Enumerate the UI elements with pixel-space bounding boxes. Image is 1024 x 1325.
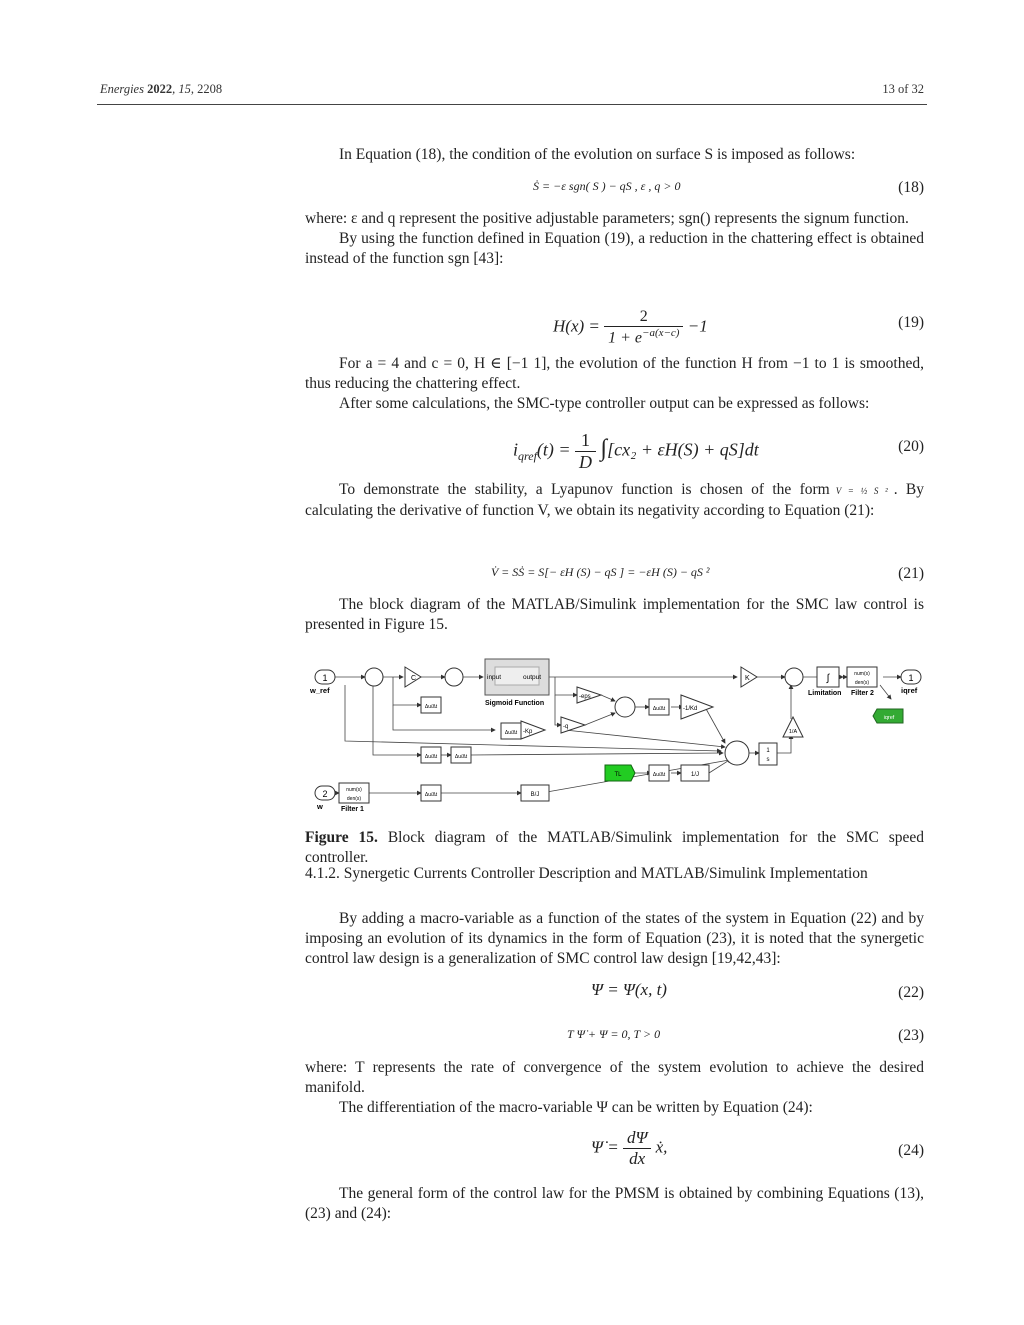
equation-22 — [305, 980, 924, 1002]
paragraph-2 — [305, 209, 924, 269]
gain-bj-label: B/J — [530, 792, 540, 798]
equation-22-body: Ψ = Ψ(x, t) — [591, 980, 667, 999]
equation-23-number: (23) — [898, 1027, 924, 1044]
limitation-symbol: ∫ — [826, 673, 830, 684]
equation-19-numerator: 2 — [604, 308, 683, 327]
sigmoid-output-label: output — [523, 674, 542, 681]
sum-block-3 — [615, 697, 635, 717]
sum-block-1 — [365, 668, 383, 686]
outport-1-label: iqref — [901, 686, 918, 695]
equation-19 — [305, 298, 924, 346]
section-heading — [305, 864, 924, 884]
equation-21 — [305, 563, 924, 583]
equation-20-integrand: [cx₂ + εH(S) + qS]dt — [607, 439, 759, 460]
equation-23 — [305, 1026, 924, 1046]
text-p3a: For a = 4 and c = 0, H ∈ [−1 1], the evolution of the function H from −1 to 1 is smoothed, thus reducing the chattering effect. — [305, 355, 924, 392]
inport-1-label: w_ref — [310, 686, 330, 695]
inport-2-label: w — [317, 802, 323, 811]
paragraph-7 — [305, 1058, 924, 1118]
derivative-block-2: Δu/Δt — [652, 706, 666, 712]
journal-year: 2022 — [147, 82, 173, 96]
equation-18-number: (18) — [898, 179, 924, 196]
text-p2a: where: ε and q represent the positive adjustable parameters; sgn() represents the signum function. — [305, 210, 909, 227]
integrator-den: s — [766, 757, 770, 763]
gain-c-label: C — [411, 675, 417, 682]
inport-2-number: 2 — [322, 789, 328, 799]
equation-24-numerator: dΨ — [623, 1128, 651, 1149]
text-p8: The general form of the control law for the PMSM is obtained by combining Equations (13), (23) and (24): — [305, 1185, 924, 1222]
equation-20 — [305, 424, 924, 472]
equation-24-number: (24) — [898, 1142, 924, 1159]
section-title: 4.1.2. Synergetic Currents Controller Description and MATLAB/Simulink Implementation — [305, 865, 868, 882]
derivative-block-1: Δu/Δt — [424, 704, 438, 710]
paragraph-5 — [305, 595, 924, 635]
sum-block-2 — [445, 668, 463, 686]
equation-20-i: i — [513, 439, 519, 460]
integrator-num: 1 — [766, 748, 770, 754]
equation-20-integral: ∫ — [600, 435, 608, 462]
tl-from-tag: TL — [614, 772, 622, 778]
text-p4-end: . By calculating the derivative of function V, we obtain its negativity according to Equation (21): — [305, 481, 925, 519]
equation-18 — [305, 177, 924, 197]
sum-block-5 — [725, 741, 749, 765]
outport-1-number: 1 — [908, 673, 914, 683]
text-p4-start: To demonstrate the stability, a Lyapunov function is chosen of the form — [339, 481, 830, 498]
derivative-block-4: Δu/Δt — [424, 754, 438, 760]
equation-21-body: V̇ = SṠ = S[− εH (S) − qS ] = −εH (S) − qS ² — [491, 565, 710, 579]
equation-19-number: (19) — [898, 314, 924, 331]
running-header: Energies 2022, 15, 2208 — [100, 82, 223, 96]
filter-1-label: Filter 1 — [341, 806, 364, 813]
equation-20-numerator: 1 — [575, 430, 596, 452]
derivative-block-5: Δu/Δt — [454, 754, 468, 760]
filter-2-den: den(s) — [854, 680, 870, 686]
equation-23-body: T Ψ̇ + Ψ = 0, T > 0 — [567, 1027, 661, 1041]
iqref-goto-tag: iqref — [883, 715, 895, 721]
filter-1-num: num(s) — [346, 787, 362, 793]
figure-caption-text: Block diagram of the MATLAB/Simulink implementation for the SMC speed controller. — [305, 829, 924, 866]
derivative-block-6: Δu/Δt — [652, 772, 666, 778]
gain-k-label: K — [745, 675, 750, 682]
filter-2-label: Filter 2 — [851, 690, 874, 697]
equation-19-exponent: −a(x−c) — [642, 327, 680, 339]
equation-24-denominator: dx — [629, 1149, 646, 1168]
article-number: , 2208 — [190, 82, 223, 96]
figure-caption-label: Figure 15. — [305, 829, 378, 846]
filter-1-den: den(s) — [346, 796, 362, 802]
text-p1: In Equation (18), the condition of the evolution on surface S is imposed as follows: — [339, 146, 856, 163]
text-p5: The block diagram of the MATLAB/Simulink implementation for the SMC law control is presented in Figure 15. — [305, 596, 924, 633]
equation-20-subscript: qref — [518, 449, 537, 464]
journal-name: Energies — [100, 82, 144, 96]
journal-volume: 15 — [178, 82, 191, 96]
gain-q-label: -q — [563, 724, 569, 730]
limitation-label: Limitation — [808, 690, 842, 697]
inport-1-number: 1 — [322, 673, 328, 683]
equation-18-body: Ṡ = −ε sgn( S ) − qS , ε , q > 0 — [533, 179, 681, 193]
lyapunov-inline: V = ½ S ² — [835, 486, 888, 496]
equation-24-fraction — [623, 1128, 651, 1169]
paragraph-1 — [305, 145, 924, 165]
figure-caption — [305, 828, 924, 868]
paragraph-8 — [305, 1184, 924, 1224]
equation-22-number: (22) — [898, 984, 924, 1001]
header-rule — [97, 104, 927, 105]
gain-kd-label: -1/Kd — [683, 706, 698, 712]
equation-20-fraction — [575, 430, 596, 473]
derivative-block-7: Δu/Δt — [424, 792, 438, 798]
derivative-block-3: Δu/Δt — [504, 730, 518, 736]
gain-eps-label: -eps — [579, 694, 591, 700]
text-p7a: where: T represents the rate of convergence of the system evolution to achieve the desired manifold. — [305, 1059, 924, 1096]
paragraph-3 — [305, 354, 924, 414]
equation-19-rhs: −1 — [687, 316, 708, 336]
equation-19-lhs: H(x) = — [553, 316, 600, 336]
text-p2b: By using the function defined in Equation (19), a reduction in the chattering effect is obtained instead of the function sgn [43]: — [305, 230, 924, 267]
simulink-block-diagram — [305, 655, 924, 815]
filter-2-num: num(s) — [854, 671, 870, 677]
sigmoid-function-label: Sigmoid Function — [485, 700, 545, 707]
text-p7b: The differentiation of the macro-variable Ψ can be written by Equation (24): — [339, 1099, 813, 1116]
equation-24 — [305, 1126, 924, 1178]
gain-j-label: 1/J — [690, 772, 700, 778]
paragraph-6 — [305, 909, 924, 969]
sum-block-4 — [785, 668, 803, 686]
text-p3b: After some calculations, the SMC-type controller output can be expressed as follows: — [339, 395, 870, 412]
sigmoid-input-label: input — [487, 674, 502, 681]
equation-19-denominator: 1 + e — [608, 329, 643, 347]
text-p4 — [305, 480, 924, 521]
equation-20-mid: (t) = — [536, 439, 571, 460]
paragraph-4 — [305, 480, 924, 521]
equation-19-fraction — [604, 308, 683, 347]
equation-24-rhs: ẋ, — [655, 1137, 668, 1157]
text-p6: By adding a macro-variable as a function of the states of the system in Equation (22) and by imposing an evolution of its dynamics in the form of Equation (23), it is noted that the synergetic control law design is a generalization of SMC control law design [19,42,43]: — [305, 910, 924, 967]
gain-a-label: 1/A — [788, 729, 798, 735]
equation-20-number: (20) — [898, 438, 924, 455]
page-number: 13 of 32 — [882, 82, 924, 96]
equation-20-denominator: D — [579, 452, 593, 472]
equation-21-number: (21) — [898, 565, 924, 582]
equation-24-lhs: Ψ̇ = — [591, 1137, 619, 1157]
gain-kp-label: -Kp — [523, 729, 533, 735]
